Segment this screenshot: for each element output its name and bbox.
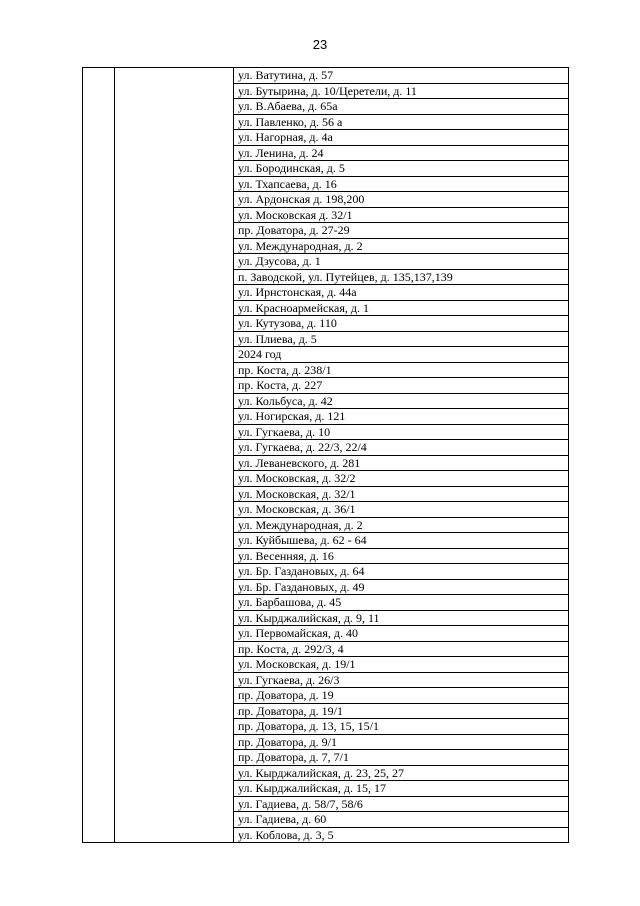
address-cell: ул. Московская, д. 32/2 [234,471,569,487]
address-cell: ул. В.Абаева, д. 65а [234,99,569,115]
address-cell: пр. Доватора, д. 19/1 [234,703,569,719]
address-cell: ул. Ардонская д. 198,200 [234,192,569,208]
address-cell: ул. Ватутина, д. 57 [234,68,569,84]
address-cell: ул. Гугкаева, д. 10 [234,424,569,440]
address-cell: ул. Гугкаева, д. 22/3, 22/4 [234,440,569,456]
address-cell: ул. Барбашова, д. 45 [234,595,569,611]
address-cell: ул. Весенняя, д. 16 [234,548,569,564]
address-cell: ул. Гадиева, д. 60 [234,812,569,828]
empty-category-cell [115,68,234,843]
address-cell: пр. Коста, д. 227 [234,378,569,394]
table-row [83,68,569,84]
address-cell: ул. Леваневского, д. 281 [234,455,569,471]
address-cell: пр. Доватора, д. 13, 15, 15/1 [234,719,569,735]
address-cell: ул. Нагорная, д. 4а [234,130,569,146]
address-cell: ул. Московская, д. 19/1 [234,657,569,673]
address-cell: пр. Доватора, д. 27-29 [234,223,569,239]
address-cell: ул. Бородинская, д. 5 [234,161,569,177]
address-table-body [83,68,569,843]
address-cell: ул. Московская, д. 36/1 [234,502,569,518]
address-cell: ул. Дзусова, д. 1 [234,254,569,270]
address-cell: ул. Московская, д. 32/1 [234,486,569,502]
address-cell: ул. Бр. Газдановых, д. 64 [234,564,569,580]
address-cell: пр. Доватора, д. 7, 7/1 [234,750,569,766]
address-cell: ул. Московская д. 32/1 [234,207,569,223]
address-cell: ул. Красноармейская, д. 1 [234,300,569,316]
address-cell: ул. Международная, д. 2 [234,238,569,254]
address-cell: ул. Куйбышева, д. 62 - 64 [234,533,569,549]
address-cell: ул. Кольбуса, д. 42 [234,393,569,409]
address-cell: ул. Ленина, д. 24 [234,145,569,161]
address-cell: ул. Плиева, д. 5 [234,331,569,347]
address-cell: ул. Бутырина, д. 10/Церетели, д. 11 [234,83,569,99]
address-cell: ул. Первомайская, д. 40 [234,626,569,642]
address-cell: ул. Коблова, д. 3, 5 [234,827,569,843]
address-cell: ул. Ногирская, д. 121 [234,409,569,425]
address-cell: ул. Кырджалийская, д. 15, 17 [234,781,569,797]
address-cell: пр. Доватора, д. 9/1 [234,734,569,750]
address-cell: ул. Гадиева, д. 58/7, 58/6 [234,796,569,812]
address-cell: ул. Международная, д. 2 [234,517,569,533]
address-table [82,67,569,843]
address-cell: ул. Ирнстонская, д. 44а [234,285,569,301]
address-cell: ул. Бр. Газдановых, д. 49 [234,579,569,595]
address-cell: пр. Доватора, д. 19 [234,688,569,704]
address-cell: пр. Коста, д. 292/3, 4 [234,641,569,657]
address-cell: ул. Кырджалийская, д. 23, 25, 27 [234,765,569,781]
address-cell: ул. Кутузова, д. 110 [234,316,569,332]
page-number: 23 [312,37,328,52]
address-cell: ул. Гугкаева, д. 26/3 [234,672,569,688]
address-cell: ул. Павленко, д. 56 а [234,114,569,130]
address-cell: ул. Тхапсаева, д. 16 [234,176,569,192]
address-cell: пр. Коста, д. 238/1 [234,362,569,378]
address-cell: п. Заводской, ул. Путейцев, д. 135,137,139 [234,269,569,285]
empty-number-cell [83,68,115,843]
address-cell: 2024 год [234,347,569,363]
address-cell: ул. Кырджалийская, д. 9, 11 [234,610,569,626]
